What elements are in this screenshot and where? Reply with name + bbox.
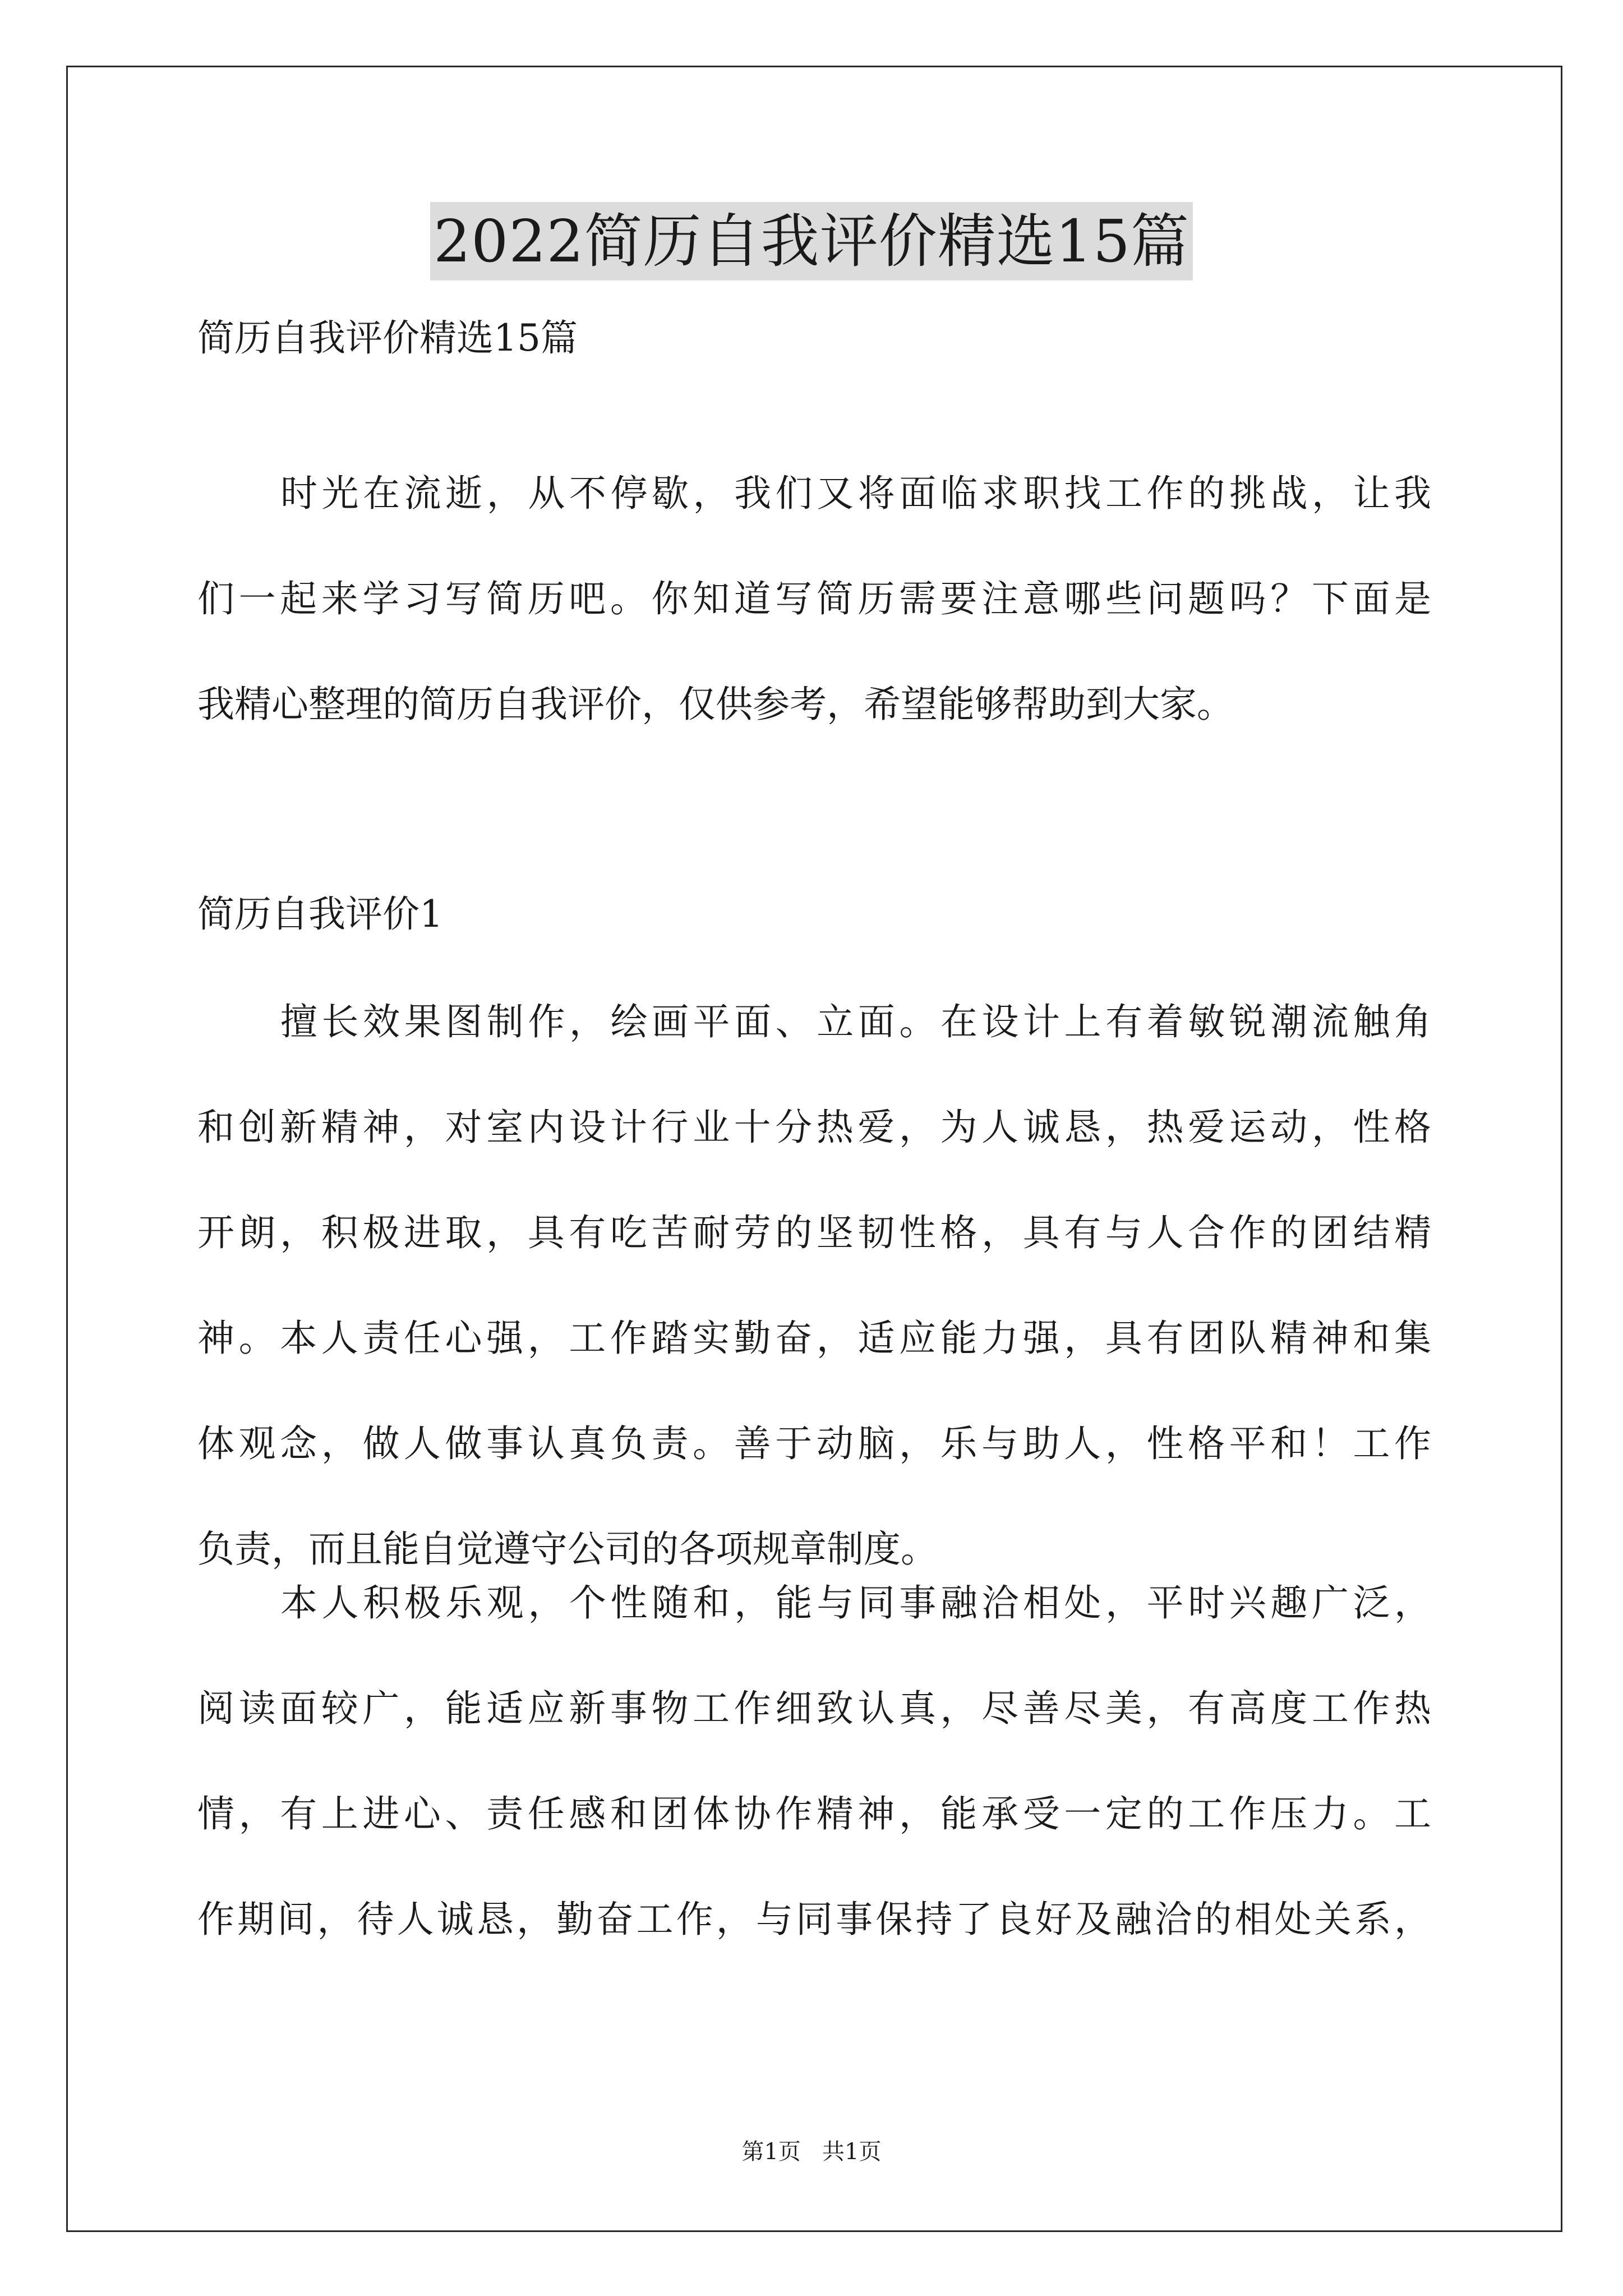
paragraph-line: 情，有上进心、责任感和团体协作精神，能承受一定的工作压力。工 bbox=[197, 1792, 1431, 1835]
paragraph-line: 时光在流逝，从不停歇，我们又将面临求职找工作的挑战，让我 bbox=[280, 472, 1431, 515]
document-subtitle: 简历自我评价精选15篇 bbox=[197, 316, 578, 360]
body-paragraph-2 bbox=[197, 1550, 1431, 1972]
paragraph-line: 体观念，做人做事认真负责。善于动脑，乐与助人，性格平和！工作 bbox=[197, 1422, 1431, 1465]
body-paragraph-1 bbox=[197, 969, 1431, 1602]
page-footer: 第1页 共1页 bbox=[741, 2139, 882, 2165]
section-heading: 简历自我评价1 bbox=[197, 892, 443, 936]
paragraph-line: 作期间，待人诚恳，勤奋工作，与同事保持了良好及融洽的相处关系， bbox=[197, 1898, 1431, 1941]
document-title: 2022简历自我评价精选15篇 bbox=[430, 202, 1193, 280]
paragraph-line: 们一起来学习写简历吧。你知道写简历需要注意哪些问题吗？下面是 bbox=[197, 577, 1431, 620]
paragraph-line: 我精心整理的简历自我评价，仅供参考，希望能够帮助到大家。 bbox=[197, 683, 1234, 726]
intro-paragraph bbox=[197, 441, 1431, 757]
paragraph-line: 擅长效果图制作，绘画平面、立面。在设计上有着敏锐潮流触角 bbox=[280, 1000, 1431, 1043]
paragraph-line: 神。本人责任心强，工作踏实勤奋，适应能力强，具有团队精神和集 bbox=[197, 1317, 1431, 1360]
paragraph-line: 开朗，积极进取，具有吃苦耐劳的坚韧性格，具有与人合作的团结精 bbox=[197, 1211, 1431, 1254]
paragraph-line: 阅读面较广，能适应新事物工作细致认真，尽善尽美，有高度工作热 bbox=[197, 1687, 1431, 1730]
title-container bbox=[0, 202, 1623, 280]
paragraph-line: 本人积极乐观，个性随和，能与同事融洽相处，平时兴趣广泛， bbox=[280, 1581, 1431, 1625]
paragraph-line: 和创新精神，对室内设计行业十分热爱，为人诚恳，热爱运动，性格 bbox=[197, 1106, 1431, 1149]
paragraph-line: 负责，而且能自觉遵守公司的各项规章制度。 bbox=[197, 1527, 938, 1571]
